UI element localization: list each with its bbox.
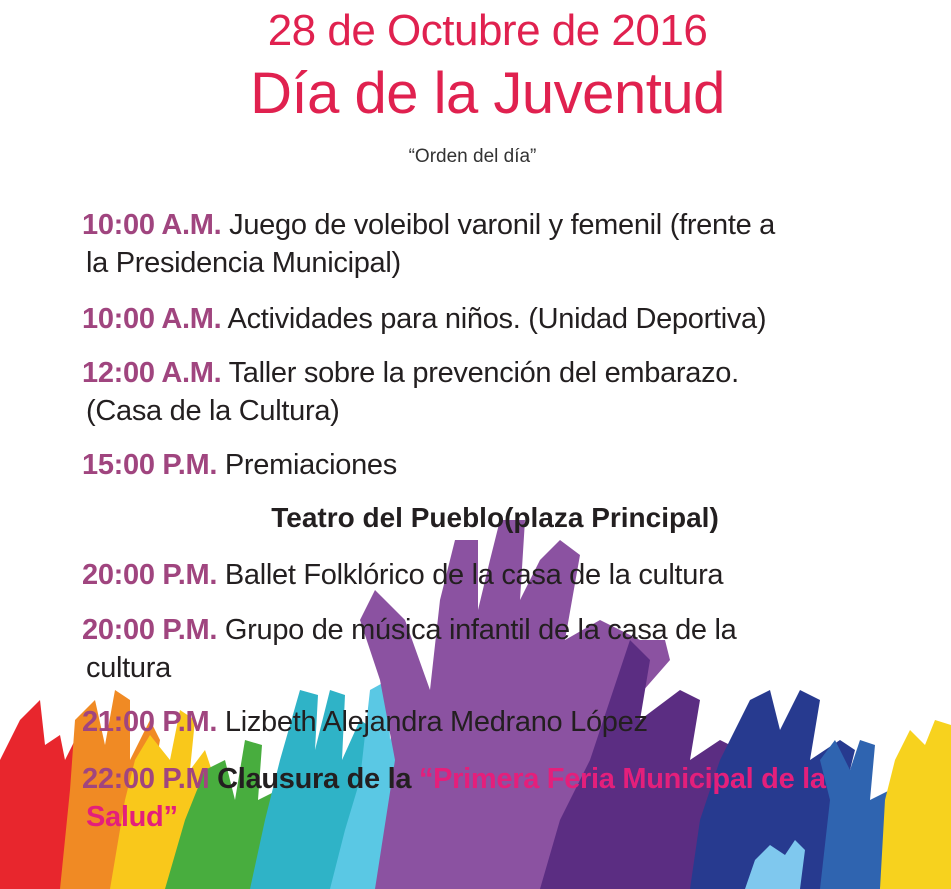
schedule-time: 20:00 P.M. (82, 559, 218, 591)
schedule-item (82, 611, 902, 687)
schedule-time: 21:00 P.M. (82, 706, 218, 738)
schedule-description: Ballet Folklórico de la casa de la cultura (224, 559, 724, 591)
schedule-item (82, 556, 902, 594)
event-date: 28 de Octubre de 2016 (267, 6, 708, 55)
schedule-description-cont: (Casa de la Cultura) (86, 395, 340, 427)
schedule-time: 10:00 A.M. (82, 209, 222, 241)
schedule-time: 20:00 P.M. (82, 614, 218, 646)
schedule-description: Juego de voleibol varonil y femenil (frente a (229, 209, 776, 241)
schedule-item (82, 354, 902, 430)
closing-item (82, 760, 902, 836)
closing-highlight: “Primera Feria Municipal de la (418, 763, 826, 795)
schedule-item (82, 206, 902, 282)
schedule-description-cont: cultura (86, 652, 171, 684)
schedule-time: 22:00 P.M (82, 763, 210, 795)
schedule-description: Grupo de música infantil de la casa de la (224, 614, 737, 646)
schedule-description: Taller sobre la prevención del embarazo. (228, 357, 739, 389)
section-heading: Teatro del Pueblo(plaza Principal) (271, 502, 719, 533)
schedule-description-cont: la Presidencia Municipal) (86, 247, 401, 279)
schedule-description: Actividades para niños. (Unidad Deportiva) (227, 303, 767, 335)
schedule-item (82, 703, 902, 741)
closing-highlight-cont: Salud” (86, 801, 178, 833)
schedule-time: 12:00 A.M. (82, 357, 222, 389)
schedule-description: Premiaciones (224, 449, 397, 481)
schedule-description: Lizbeth Alejandra Medrano López (224, 706, 648, 738)
schedule-item (82, 300, 902, 338)
closing-text: Clausura de la (217, 763, 412, 795)
agenda-subtitle: “Orden del día” (408, 146, 537, 167)
schedule-item (82, 446, 902, 484)
schedule-time: 15:00 P.M. (82, 449, 218, 481)
schedule-time: 10:00 A.M. (82, 303, 222, 335)
event-title: Día de la Juventud (250, 61, 725, 126)
